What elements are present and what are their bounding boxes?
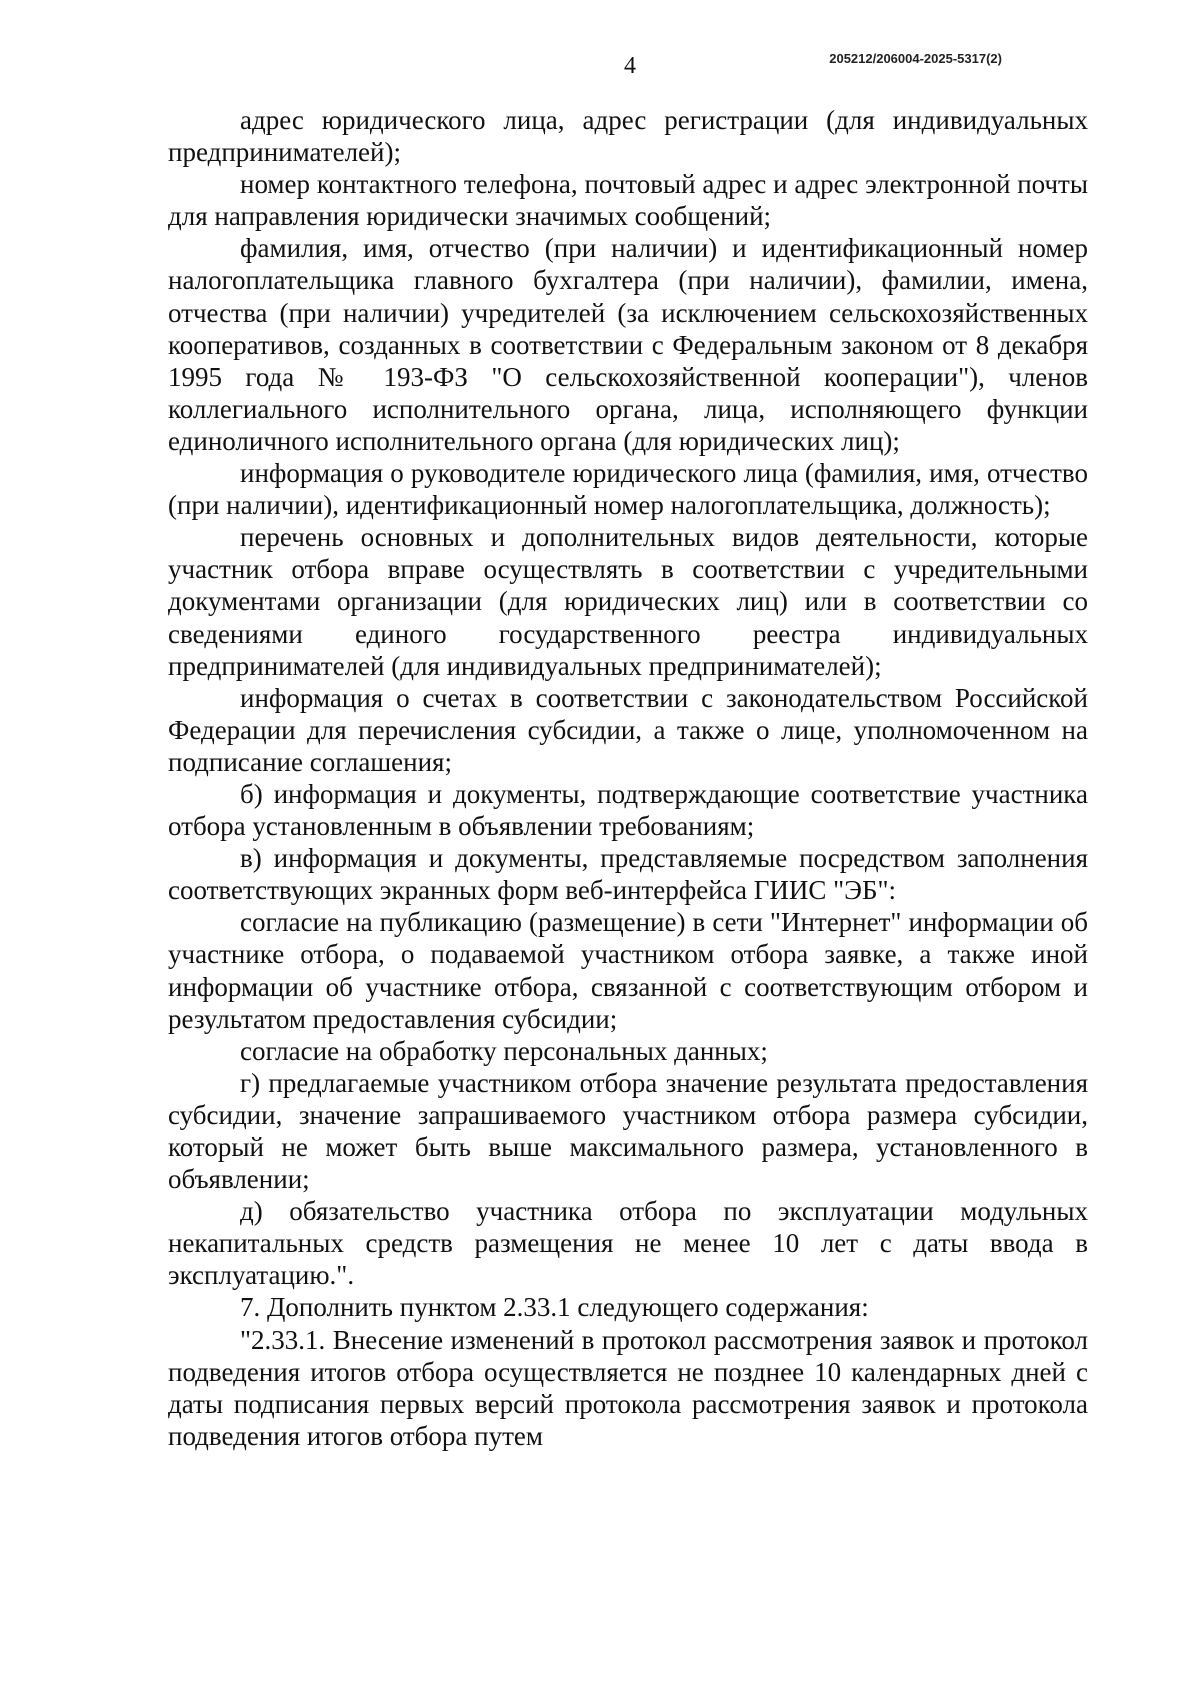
paragraph-item-v: в) информация и документы, представляемые посредством заполнения соответствующих экранных форм веб-интерфейса ГИИС "ЭБ": — [168, 843, 1088, 906]
paragraph-publication-consent: согласие на публикацию (размещение) в сети "Интернет" информации об участнике отбора, о подаваемой участником отбора заявке, а также иной информации об участнике отбора, связанной с соответствующим отбором и результатом предоставления субсидии; — [168, 907, 1088, 1034]
page-number: 4 — [624, 53, 636, 79]
paragraph-accountant-founders: фамилия, имя, отчество (при наличии) и идентификационный номер налогоплательщика главного бухгалтера (при наличии), фамилии, имена, отчества (при наличии) учредителей (за исключением сельскохозяйственных кооперативов, созданных в соответствии с Федеральным законом от 8 декабря 1995 года № 193-ФЗ "О сельскохозяйственной кооперации"), членов коллегиального исполнительного органа, лица, исполняющего функции единоличного исполнительного органа (для юридических лиц); — [168, 233, 1088, 456]
document-number: 205212/206004-2025-5317(2) — [829, 51, 1002, 66]
paragraph-item-7: 7. Дополнить пунктом 2.33.1 следующего содержания: — [240, 1292, 869, 1323]
paragraph-item-g: г) предлагаемые участником отбора значение результата предоставления субсидии, значение запрашиваемого участником отбора размера субсидии, который не может быть выше максимального размера, установленного в объявлении; — [168, 1067, 1088, 1195]
document-body — [168, 104, 1088, 1452]
paragraph-item-b: б) информация и документы, подтверждающие соответствие участника отбора установленным в объявлении требованиям; — [168, 778, 1088, 842]
paragraph-accounts: информация о счетах в соответствии с законодательством Российской Федерации для перечисления субсидии, а также о лице, уполномоченном на подписание соглашения; — [168, 682, 1088, 777]
paragraph-legal-address: адрес юридического лица, адрес регистрации (для индивидуальных предпринимателей); — [168, 105, 1088, 168]
paragraph-clause-2-33-1: "2.33.1. Внесение изменений в протокол рассмотрения заявок и протокол подведения итогов отбора осуществляется не позднее 10 календарных дней с даты подписания первых версий протокола рассмотрения заявок и протокола подведения итогов отбора путем — [168, 1324, 1088, 1451]
paragraph-activities: перечень основных и дополнительных видов деятельности, которые участник отбора вправе осуществлять в соответствии с учредительными документами организации (для юридических лиц) или в соответствии со сведениями единого государственного реестра индивидуальных предпринимателей (для индивидуальных предпринимателей); — [168, 522, 1088, 681]
paragraph-contact-info: номер контактного телефона, почтовый адрес и адрес электронной почты для направления юридически значимых сообщений; — [168, 169, 1088, 232]
paragraph-personal-data-consent: согласие на обработку персональных данных; — [240, 1035, 768, 1066]
paragraph-item-d: д) обязательство участника отбора по эксплуатации модульных некапитальных средств размещения не менее 10 лет с даты ввода в эксплуатацию.". — [168, 1196, 1088, 1291]
paragraph-director-info: информация о руководителе юридического лица (фамилия, имя, отчество (при наличии), идентификационный номер налогоплательщика, должность); — [168, 458, 1088, 521]
